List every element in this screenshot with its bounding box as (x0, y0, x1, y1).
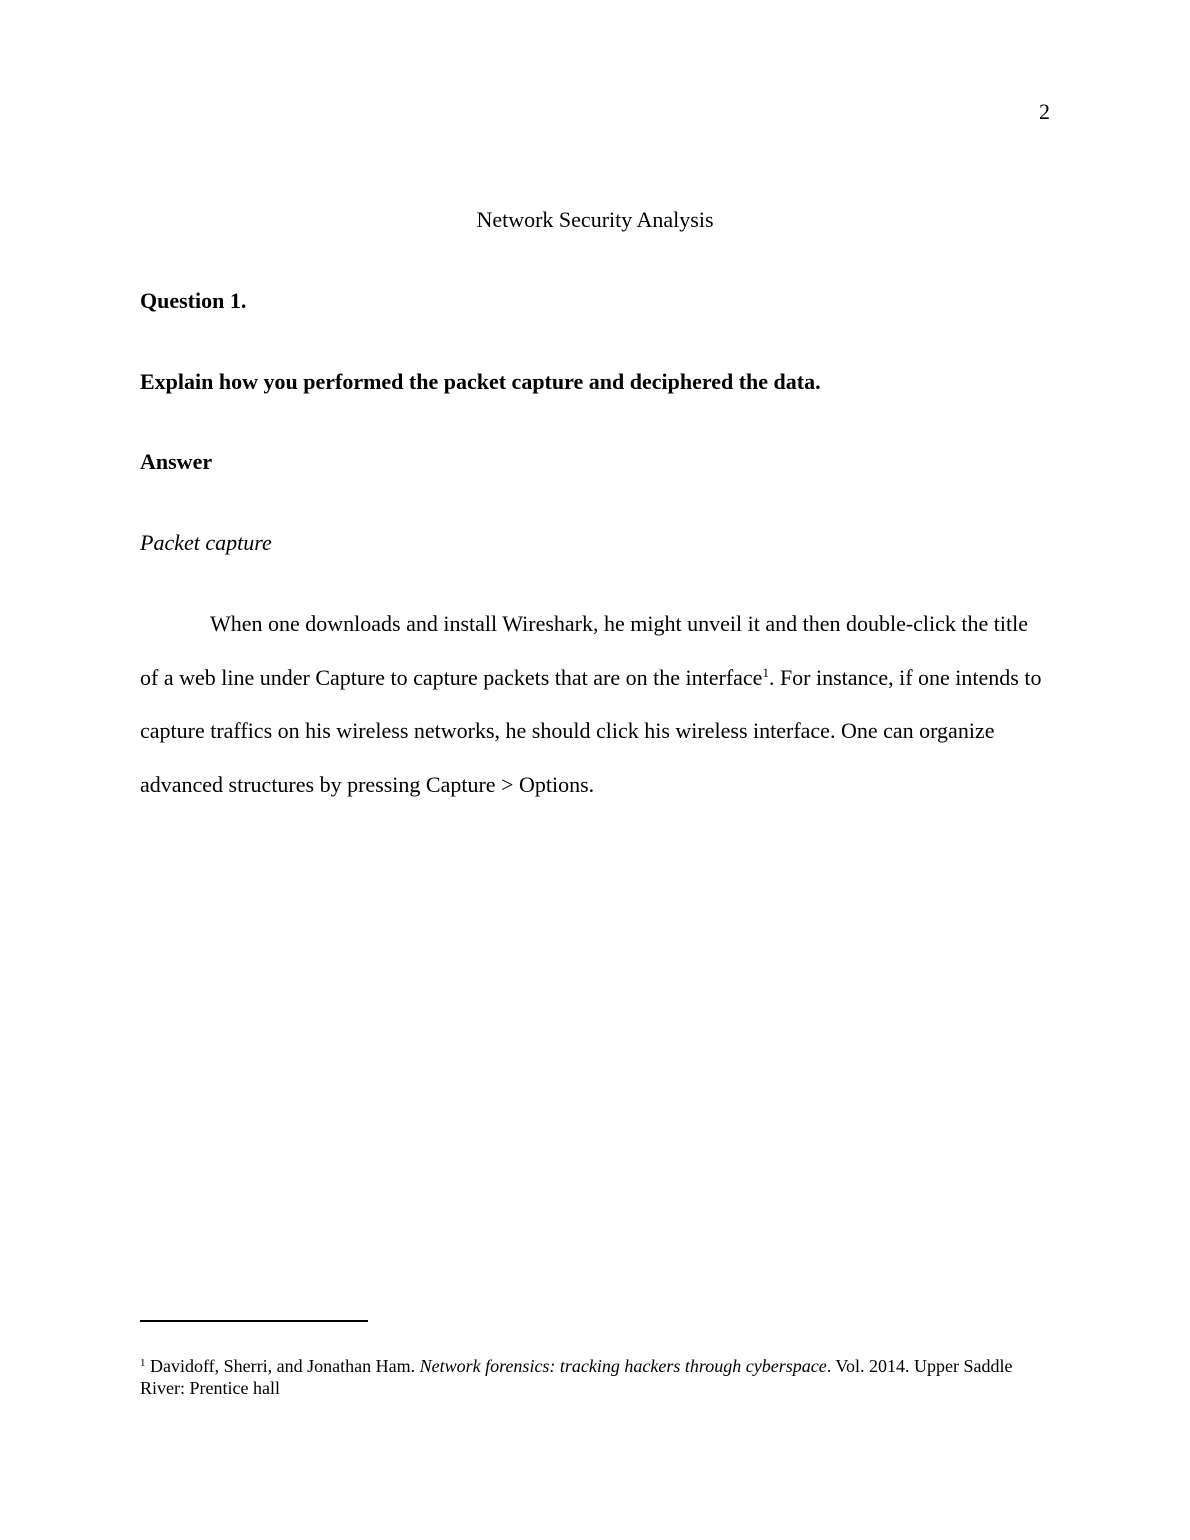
footnote-title: Network forensics: tracking hackers through cyberspace (419, 1356, 827, 1376)
section-subheading: Packet capture (140, 530, 272, 555)
footnote-marker: 1 (140, 1357, 146, 1369)
page-number: 2 (1039, 99, 1050, 124)
body-paragraph (140, 597, 1050, 811)
footnote (140, 1355, 1050, 1399)
body-text-part-1: When one downloads and install Wireshark, he might unveil it and then double-click the title of a web line under Capture to capture packets that are on the interface (140, 611, 1029, 690)
question-text: Explain how you performed the packet capture and deciphered the data. (140, 369, 821, 394)
footnote-separator (140, 1320, 368, 1322)
body-text-part-2: . For instance, if one intends to capture traffics on his wireless networks, he should click his wireless interface. One can organize advanced structures by pressing Capture > Options. (140, 664, 1042, 797)
answer-heading: Answer (140, 449, 213, 474)
footnote-text-before: Davidoff, Sherri, and Jonathan Ham. (145, 1356, 420, 1376)
document-title: Network Security Analysis (476, 207, 714, 232)
question-heading: Question 1. (140, 288, 247, 313)
footnote-text-after: . Vol. 2014. Upper Saddle River: Prentice hall (140, 1356, 1013, 1398)
footnote-reference[interactable]: 1 (762, 664, 769, 680)
